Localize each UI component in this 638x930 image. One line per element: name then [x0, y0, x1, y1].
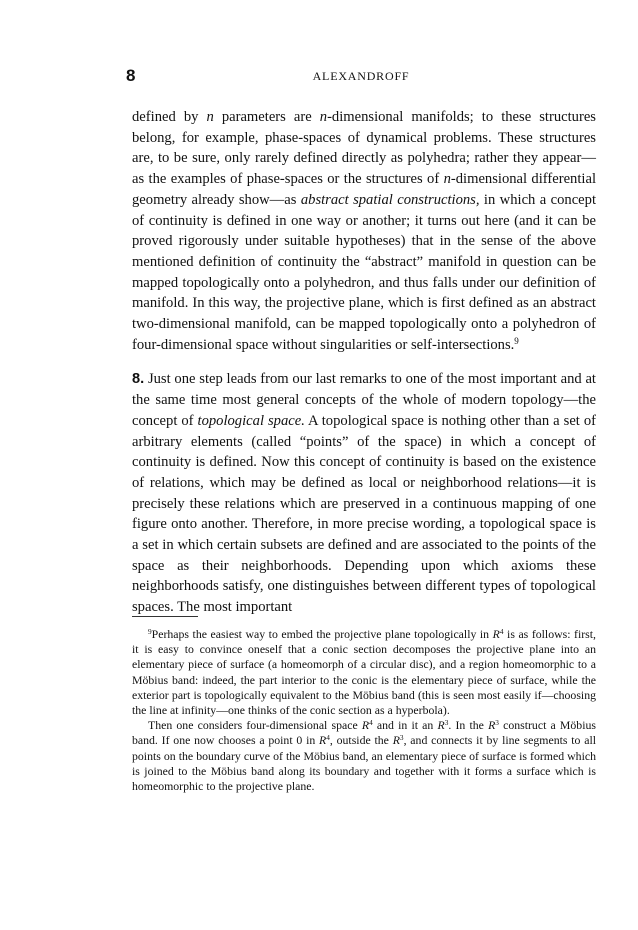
section-number: 8.	[132, 371, 145, 388]
math-variable: R	[437, 718, 445, 733]
math-variable: R	[488, 718, 496, 733]
superscript: 4	[499, 626, 504, 636]
superscript: 3	[399, 733, 404, 743]
footnote-9	[132, 627, 596, 718]
text-run: , outside the	[329, 733, 393, 748]
math-variable: R	[319, 733, 327, 748]
text-run: Then one considers four-dimensional space	[148, 718, 362, 733]
superscript: 3	[444, 718, 449, 728]
text-run: -dimensional differential geometry already show—as	[132, 171, 596, 208]
superscript: 4	[369, 718, 373, 728]
page-header	[126, 66, 596, 88]
text-run: construct a Möbius band. If one now chooses a point 0 in	[132, 718, 596, 748]
text-run: , and connects it by line segments to all points on the boundary curve of the Möbius band, an elementary piece of surface is formed which is joined to the Möbius band along its boundary and together with it forms a surface which is homeomorphic to the projective plane.	[132, 733, 596, 794]
superscript: 3	[495, 718, 499, 728]
text-run: in which a concept of continuity is defined in one way or another; it turns out here (and it can be proved rigorously under suitable hypotheses) that in the sense of the above mentioned definition of continuity the “abstract” manifold in question can be mapped topologically onto a polyhedron, and thus falls under our definition of manifold. In this way, the projective plane, which is first defined as an abstract two-dimensional manifold, can be mapped topologically onto a polyhedron of four-dimensional space without singularities or self-intersections.	[132, 191, 597, 353]
footnote-divider	[132, 616, 198, 617]
emphasis-abstract-spatial-constructions: abstract spatial constructions,	[300, 191, 480, 208]
superscript: 4	[326, 733, 330, 743]
text-run: . In the	[448, 718, 489, 733]
math-variable: R	[392, 733, 400, 748]
footnotes	[132, 627, 596, 794]
page-number: 8	[126, 66, 136, 85]
math-variable: R	[492, 627, 500, 641]
text-run: Perhaps the easiest way to embed the projective plane topologically in	[151, 627, 493, 641]
text-run: A topological space is nothing other than a set of arbitrary elements (called “points” of the space) in which a concept of continuity is defined. Now this concept of continuity is based on the existence of relations, which may be defined as local or neighborhood relations—it is precisely these relations which are preserved in a continuous mapping of one figure onto another. Therefore, in more precise wording, a topological space is a set in which certain subsets are defined and are associated to the points of the space as their neighborhoods. Depending upon which axioms these neighborhoods satisfy, one distinguishes between different types of topological spaces. The most important	[132, 412, 596, 616]
footnote-mark: 9	[148, 626, 152, 636]
math-variable: R	[361, 718, 370, 733]
running-head: ALEXANDROFF	[312, 69, 410, 83]
footnote-reference: 9	[514, 335, 519, 346]
math-variable: n	[319, 109, 328, 125]
math-variable: n	[443, 171, 451, 188]
math-variable: n	[206, 109, 214, 125]
emphasis-topological-space: topological space.	[197, 412, 305, 429]
text-run: parameters are	[213, 109, 320, 125]
paragraph-1	[132, 107, 596, 355]
text-run: Just one step leads from our last remarks to one of the most important and at the same time most general concepts of the whole of modern topology—the concept of	[132, 371, 596, 429]
text-run: and in it an	[372, 718, 438, 733]
text-run: -dimensional manifolds; to these structures belong, for example, phase-spaces of dynamical problems. These structures are, to be sure, only rarely defined directly as polyhedra; rather they appear—as the examples of phase-spaces or the structures of	[132, 109, 596, 188]
main-text	[132, 107, 596, 618]
paragraph-2	[132, 369, 596, 617]
text-run: defined by	[132, 109, 207, 125]
text-run: is as follows: first, it is easy to convince oneself that a conic section decomposes the projective plane into an elementary piece of surface (a homeomorph of a circular disc), and a region homeomorphic to a Möbius band: indeed, the part interior to the conic is the elementary piece of surface, while the exterior part is topologically equivalent to the Möbius band (this is seen most easily if—choosing the line at infinity—one thinks of the conic section as a hyperbola).	[132, 627, 596, 718]
footnote-9-continued	[132, 718, 596, 794]
